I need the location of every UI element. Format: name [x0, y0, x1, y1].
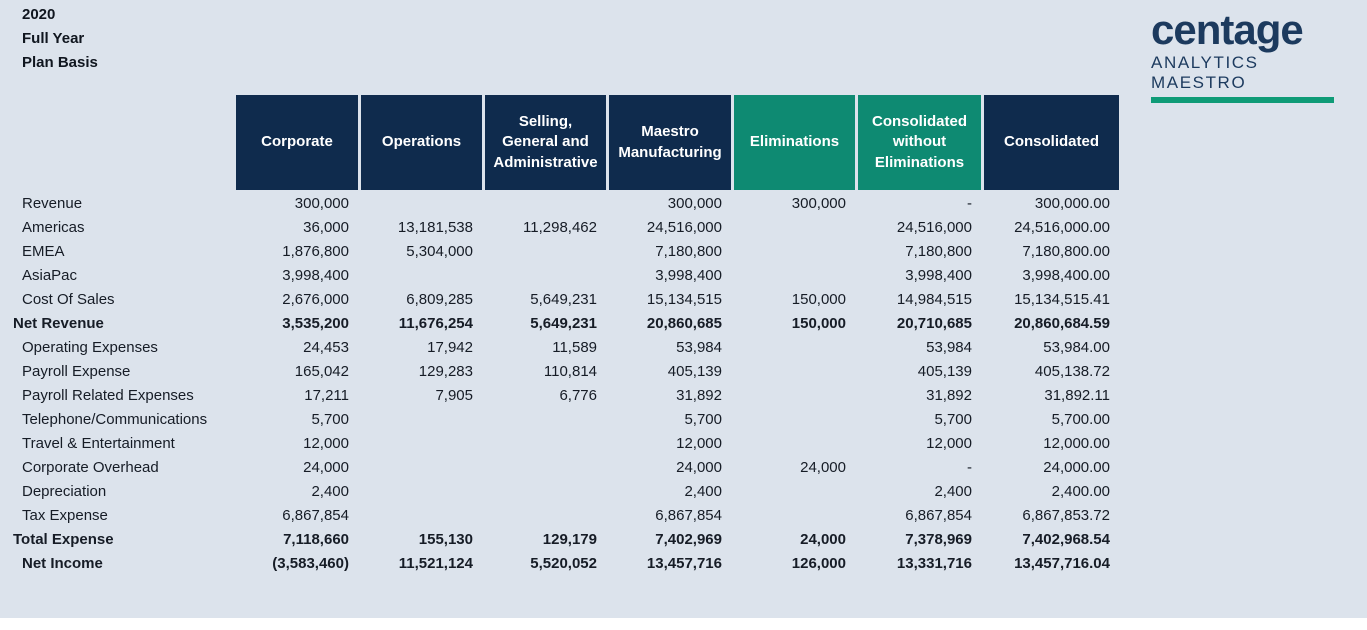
cell-eliminations: [734, 408, 855, 432]
table-header-corner: [0, 95, 233, 190]
cell-corporate: (3,583,460): [272, 555, 349, 572]
cell-sga: 5,649,231: [530, 315, 597, 332]
cell-sga: 5,649,231: [530, 291, 597, 308]
row-label: Payroll Related Expenses: [22, 387, 194, 404]
cell-sga: [485, 456, 606, 480]
row-label: Tax Expense: [22, 507, 108, 524]
row-label: EMEA: [22, 243, 65, 260]
cell-consolidated-without-eliminations: 12,000: [926, 435, 972, 452]
cell-corporate: 300,000: [294, 195, 349, 212]
cell-operations: 17,942: [427, 339, 473, 356]
column-header-eliminations: Eliminations: [734, 95, 855, 190]
table-row: [0, 240, 1119, 264]
cell-sga: [485, 240, 606, 264]
cell-consolidated-without-eliminations: 14,984,515: [896, 291, 972, 308]
cell-operations: 11,521,124: [398, 555, 473, 572]
cell-corporate: 2,400: [311, 483, 349, 500]
cell-eliminations: [734, 504, 855, 528]
cell-operations: 5,304,000: [406, 243, 473, 260]
cell-consolidated: 405,138.72: [1034, 363, 1110, 380]
cell-operations: [361, 480, 482, 504]
table-row: [0, 552, 1119, 576]
cell-sga: 5,520,052: [530, 555, 597, 572]
cell-consolidated: 5,700.00: [1051, 411, 1110, 428]
cell-maestro-manufacturing: 5,700: [684, 411, 722, 428]
cell-operations: 129,283: [418, 363, 473, 380]
cell-consolidated: 7,180,800.00: [1022, 243, 1110, 260]
row-label: Americas: [22, 219, 85, 236]
cell-eliminations: [734, 480, 855, 504]
column-header-maestro-manufacturing: Maestro Manufacturing: [609, 95, 731, 190]
column-header-consolidated: Consolidated: [984, 95, 1119, 190]
column-header-consolidated-without-eliminations: Consolidated without Eliminations: [858, 95, 981, 190]
table-row: [0, 192, 1119, 216]
cell-corporate: 3,535,200: [282, 315, 349, 332]
table-body: [0, 192, 1119, 576]
cell-sga: [485, 408, 606, 432]
cell-operations: 13,181,538: [397, 219, 473, 236]
table-row: [0, 312, 1119, 336]
table-row: [0, 480, 1119, 504]
column-header-operations: Operations: [361, 95, 482, 190]
cell-consolidated-without-eliminations: 53,984: [926, 339, 972, 356]
cell-operations: [361, 432, 482, 456]
row-label: Corporate Overhead: [22, 459, 159, 476]
row-label: Net Income: [22, 555, 103, 572]
cell-corporate: 3,998,400: [282, 267, 349, 284]
cell-maestro-manufacturing: 3,998,400: [655, 267, 722, 284]
cell-operations: [361, 456, 482, 480]
report-basis: Plan Basis: [22, 54, 98, 71]
row-label: Depreciation: [22, 483, 107, 500]
cell-consolidated-without-eliminations: 20,710,685: [896, 315, 972, 332]
cell-consolidated-without-eliminations: 2,400: [934, 483, 972, 500]
cell-maestro-manufacturing: 2,400: [684, 483, 722, 500]
cell-consolidated-without-eliminations: 6,867,854: [905, 507, 972, 524]
cell-sga: 11,589: [552, 339, 597, 356]
financial-consolidation-table: [0, 95, 1119, 576]
cell-consolidated-without-eliminations: 3,998,400: [905, 267, 972, 284]
cell-consolidated: 24,000.00: [1043, 459, 1110, 476]
row-label: Operating Expenses: [22, 339, 158, 356]
cell-operations: 7,905: [435, 387, 473, 404]
cell-eliminations: 24,000: [800, 459, 846, 476]
cell-consolidated: 53,984.00: [1043, 339, 1110, 356]
table-row: [0, 528, 1119, 552]
cell-consolidated-without-eliminations: 24,516,000: [896, 219, 972, 236]
cell-consolidated: 3,998,400.00: [1022, 267, 1110, 284]
cell-consolidated: 31,892.11: [1044, 387, 1110, 404]
cell-eliminations: 150,000: [791, 315, 846, 332]
row-label: Payroll Expense: [22, 363, 131, 380]
row-label: Cost Of Sales: [22, 291, 115, 308]
cell-operations: 155,130: [418, 531, 473, 548]
cell-sga: [485, 432, 606, 456]
cell-sga: 6,776: [559, 387, 597, 404]
table-row: [0, 216, 1119, 240]
report-title-block: [22, 3, 98, 75]
cell-consolidated-without-eliminations: -: [967, 459, 972, 476]
table-row: [0, 408, 1119, 432]
cell-maestro-manufacturing: 31,892: [676, 387, 722, 404]
cell-sga: 129,179: [542, 531, 597, 548]
cell-operations: [361, 264, 482, 288]
logo-product-name: ANALYTICS MAESTRO: [1151, 53, 1259, 92]
cell-sga: 11,298,462: [523, 219, 597, 236]
cell-corporate: 12,000: [303, 435, 349, 452]
cell-sga: [485, 264, 606, 288]
cell-operations: 11,676,254: [398, 315, 473, 332]
cell-maestro-manufacturing: 53,984: [676, 339, 722, 356]
row-label: Travel & Entertainment: [22, 435, 175, 452]
cell-sga: [485, 480, 606, 504]
cell-corporate: 24,453: [303, 339, 349, 356]
cell-maestro-manufacturing: 24,516,000: [646, 219, 722, 236]
cell-eliminations: 150,000: [791, 291, 846, 308]
logo-underline-bar: [1151, 97, 1334, 103]
cell-corporate: 2,676,000: [282, 291, 349, 308]
cell-consolidated-without-eliminations: -: [967, 195, 972, 212]
row-label: Telephone/Communications: [22, 411, 208, 428]
report-period: Full Year: [22, 30, 85, 47]
row-label: Revenue: [22, 195, 83, 212]
cell-corporate: 24,000: [303, 459, 349, 476]
table-row: [0, 264, 1119, 288]
cell-consolidated-without-eliminations: 7,180,800: [905, 243, 972, 260]
cell-maestro-manufacturing: 13,457,716: [646, 555, 722, 572]
cell-eliminations: [734, 216, 855, 240]
cell-consolidated: 15,134,515.41: [1014, 291, 1110, 308]
cell-maestro-manufacturing: 20,860,685: [646, 315, 722, 332]
cell-corporate: 7,118,660: [283, 531, 349, 548]
cell-maestro-manufacturing: 12,000: [676, 435, 722, 452]
cell-eliminations: [734, 432, 855, 456]
cell-operations: [361, 408, 482, 432]
cell-maestro-manufacturing: 7,180,800: [655, 243, 722, 260]
cell-maestro-manufacturing: 15,134,515: [646, 291, 722, 308]
centage-logo: [1151, 8, 1334, 103]
cell-corporate: 36,000: [303, 219, 349, 236]
cell-consolidated: 24,516,000.00: [1014, 219, 1110, 236]
cell-eliminations: [734, 360, 855, 384]
cell-operations: 6,809,285: [406, 291, 473, 308]
logo-wordmark: centage: [1151, 6, 1303, 53]
cell-consolidated-without-eliminations: 31,892: [926, 387, 972, 404]
table-header-row: [0, 95, 1119, 190]
table-row: [0, 384, 1119, 408]
cell-eliminations: [734, 264, 855, 288]
row-label: AsiaPac: [22, 267, 78, 284]
cell-corporate: 165,042: [294, 363, 349, 380]
table-row: [0, 288, 1119, 312]
cell-corporate: 6,867,854: [282, 507, 349, 524]
cell-consolidated: 13,457,716.04: [1014, 555, 1110, 572]
cell-operations: [361, 192, 482, 216]
cell-consolidated-without-eliminations: 405,139: [917, 363, 972, 380]
column-header-sga: Selling, General and Administrative: [485, 95, 606, 190]
cell-corporate: 5,700: [311, 411, 349, 428]
cell-maestro-manufacturing: 24,000: [676, 459, 722, 476]
cell-consolidated: 12,000.00: [1043, 435, 1110, 452]
table-row: [0, 360, 1119, 384]
cell-consolidated: 300,000.00: [1034, 195, 1110, 212]
row-label: Total Expense: [13, 531, 114, 548]
table-row: [0, 456, 1119, 480]
table-row: [0, 336, 1119, 360]
cell-consolidated: 20,860,684.59: [1014, 315, 1110, 332]
cell-eliminations: [734, 384, 855, 408]
cell-consolidated: 6,867,853.72: [1022, 507, 1110, 524]
cell-consolidated-without-eliminations: 13,331,716: [896, 555, 972, 572]
cell-eliminations: [734, 240, 855, 264]
cell-eliminations: 126,000: [791, 555, 846, 572]
cell-consolidated: 7,402,968.54: [1022, 531, 1110, 548]
cell-operations: [361, 504, 482, 528]
cell-corporate: 17,211: [304, 387, 349, 404]
table-row: [0, 504, 1119, 528]
cell-maestro-manufacturing: 300,000: [667, 195, 722, 212]
cell-eliminations: [734, 336, 855, 360]
column-header-corporate: Corporate: [236, 95, 358, 190]
cell-eliminations: 300,000: [791, 195, 846, 212]
table-row: [0, 432, 1119, 456]
cell-sga: [485, 504, 606, 528]
cell-maestro-manufacturing: 7,402,969: [655, 531, 722, 548]
cell-sga: 110,814: [543, 363, 597, 380]
report-year: 2020: [22, 6, 56, 23]
cell-sga: [485, 192, 606, 216]
cell-consolidated-without-eliminations: 5,700: [934, 411, 972, 428]
cell-eliminations: 24,000: [800, 531, 846, 548]
cell-corporate: 1,876,800: [282, 243, 349, 260]
cell-consolidated: 2,400.00: [1051, 483, 1110, 500]
cell-maestro-manufacturing: 405,139: [667, 363, 722, 380]
cell-consolidated-without-eliminations: 7,378,969: [905, 531, 972, 548]
row-label: Net Revenue: [13, 315, 104, 332]
cell-maestro-manufacturing: 6,867,854: [655, 507, 722, 524]
